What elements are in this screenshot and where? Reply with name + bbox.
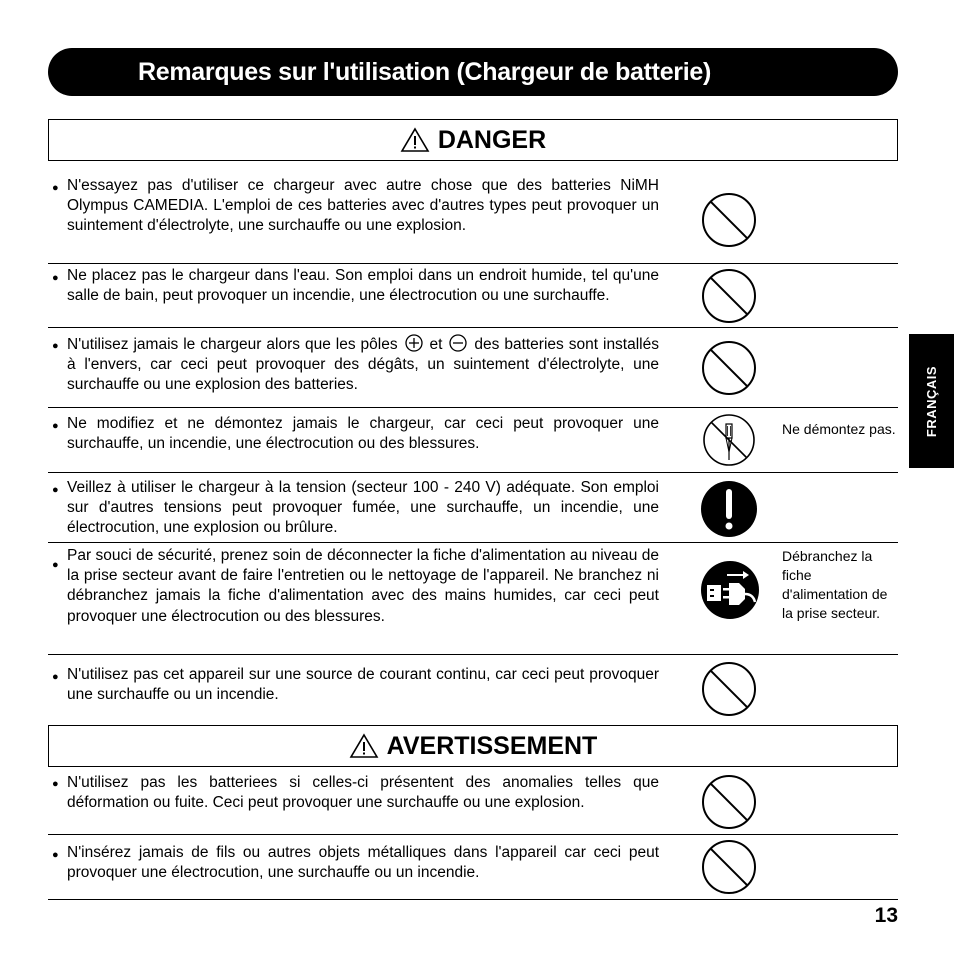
danger-item-2-text: Ne placez pas le chargeur dans l'eau. Son emploi dans un endroit humide, tel qu'une salle de bain, peut provoquer un incendie, une électrocution ou une surchauffe. (67, 267, 659, 305)
danger-header-label: DANGER (437, 125, 547, 154)
danger-item-3-text (67, 334, 659, 396)
danger-item-2 (48, 264, 898, 328)
prohibition-icon (699, 190, 759, 250)
bullet: ● (52, 778, 59, 790)
bullet: ● (52, 182, 59, 194)
danger-item-4-text: Ne modifiez et ne démontez jamais le chargeur, car ceci peut provoquer une surchauffe, un incendie, une électrocution ou des blessures. (67, 415, 659, 453)
mandatory-action-icon (699, 479, 759, 539)
minus-pole-icon (449, 334, 467, 352)
text-part: et (424, 336, 448, 353)
text-part: des batteries sont installés à l'envers, car ceci peut provoquer des dégâts, un suintement d'électrolyte, une surchauffe ou une explosion des batteries. (67, 336, 659, 394)
no-disassembly-caption: Ne démontez pas. (782, 421, 896, 437)
warning-triangle-icon (349, 733, 379, 759)
avertissement-item-2 (48, 835, 898, 900)
danger-item-6-text: Par souci de sécurité, prenez soin de déconnecter la fiche d'alimentation au niveau de la prise secteur avant de faire l'entretien ou le nettoyage de l'appareil. Ne branchez ni débranchez jamais la fiche d'alimentation avec des mains humides, car ceci peut provoquer une électrocution ou des blessures. (67, 547, 659, 625)
bullet: ● (52, 849, 59, 861)
page-title: Remarques sur l'utilisation (Chargeur de batterie) (48, 48, 898, 96)
avertissement-item-1-text: N'utilisez pas les batteriees si celles-ci présentent des anomalies telles que déformation ou fuite. Ceci peut provoquer une surchauffe ou une explosion. (67, 774, 659, 812)
danger-item-6 (48, 543, 898, 655)
language-tab (909, 334, 954, 468)
bullet: ● (52, 559, 59, 571)
language-tab-label: FRANÇAIS (924, 365, 940, 437)
unplug-caption: Débranchez la fiche d'alimentation de la prise secteur. (782, 548, 888, 621)
no-disassembly-icon (699, 412, 759, 468)
page-number: 13 (874, 904, 898, 927)
plus-pole-icon (405, 334, 423, 352)
danger-item-1-text: N'essayez pas d'utiliser ce chargeur avec autre chose que des batteries NiMH Olympus CAMEDIA. L'emploi de ces batteries avec d'autres types peut provoquer un suintement d'électrolyte, une surchauffe ou une explosion. (67, 177, 659, 235)
danger-item-7-text: N'utilisez pas cet appareil sur une source de courant continu, car ceci peut provoquer une surchauffe ou un incendie. (67, 666, 659, 704)
prohibition-icon (699, 837, 759, 897)
unplug-icon (699, 559, 761, 621)
avertissement-header (48, 725, 898, 767)
text-part: N'utilisez jamais le chargeur alors que les pôles (67, 336, 403, 353)
avertissement-item-1 (48, 772, 898, 835)
danger-header (48, 119, 898, 161)
bullet: ● (52, 340, 59, 352)
danger-item-3 (48, 328, 898, 408)
bullet: ● (52, 671, 59, 683)
warning-triangle-icon (400, 127, 430, 153)
bullet: ● (52, 420, 59, 432)
avertissement-header-label: AVERTISSEMENT (386, 731, 598, 760)
prohibition-icon (699, 772, 759, 832)
danger-item-5 (48, 473, 898, 543)
prohibition-icon (699, 266, 759, 326)
bullet: ● (52, 484, 59, 496)
danger-item-7 (48, 655, 898, 725)
avertissement-item-2-text: N'insérez jamais de fils ou autres objets métalliques dans l'appareil car ceci peut provoquer une électrocution, une surchauffe ou un incendie. (67, 844, 659, 882)
bullet: ● (52, 272, 59, 284)
danger-item-1 (48, 176, 898, 264)
danger-item-4 (48, 408, 898, 473)
prohibition-icon (699, 338, 759, 398)
prohibition-icon (699, 659, 759, 719)
danger-item-5-text: Veillez à utiliser le chargeur à la tension (secteur 100 - 240 V) adéquate. Son emploi sur d'autres tensions peut provoquer fumée, une surchauffe, un incendie, une électrocution, une explosion ou brûlure. (67, 479, 659, 537)
